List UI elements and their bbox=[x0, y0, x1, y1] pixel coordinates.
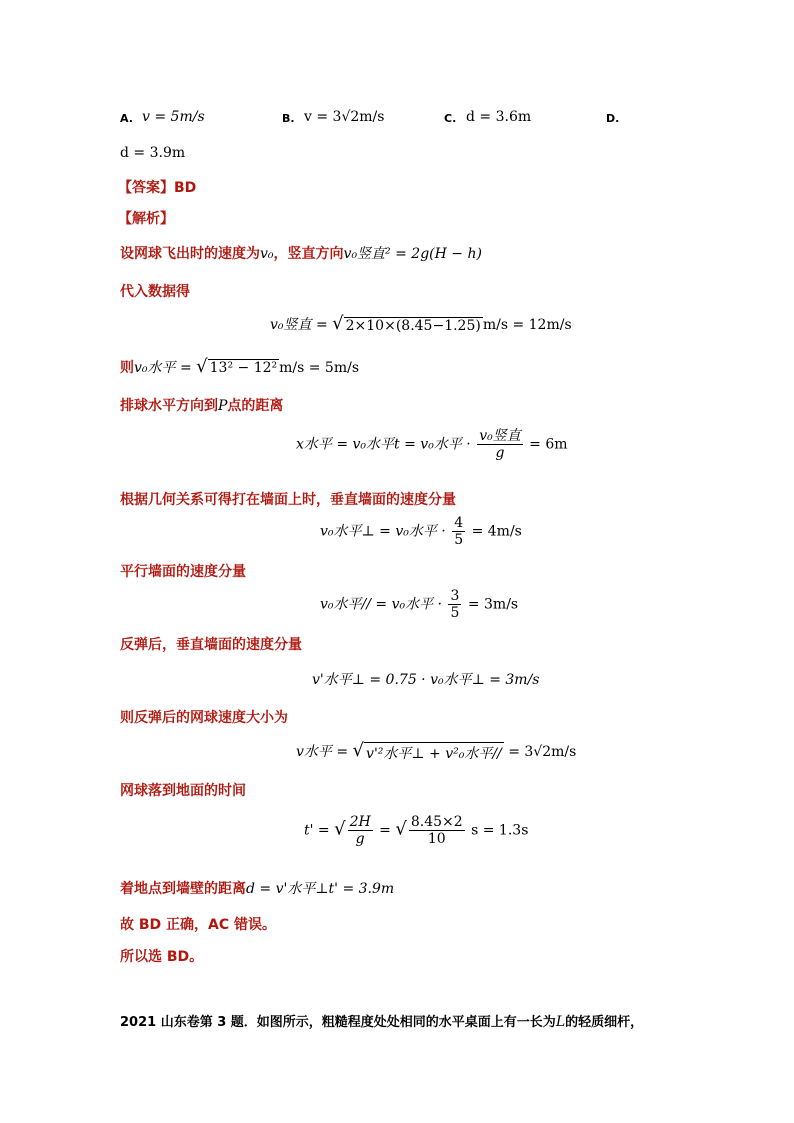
sqrt-icon: √ bbox=[352, 740, 365, 761]
denominator: 5 bbox=[454, 532, 464, 548]
step-11-text: 故 BD 正确，AC 错误。 bbox=[120, 917, 277, 933]
option-c-text: d = 3.6m bbox=[466, 109, 532, 125]
equation-6-fraction bbox=[448, 588, 461, 621]
equation-10: d = v'水平⊥t' = 3.9m bbox=[246, 881, 395, 897]
equation-8 bbox=[296, 740, 576, 763]
equation-3-lhs: v₀水平 = bbox=[134, 360, 197, 376]
equation-2-rhs: m/s = 12m/s bbox=[482, 317, 572, 333]
option-a-text: v = 5m/s bbox=[142, 109, 205, 125]
equation-1: v₀竖直² = 2g(H − h) bbox=[343, 246, 482, 262]
equation-6-lhs: v₀水平// = v₀水平 · bbox=[320, 596, 443, 613]
step-12-text: 所以选 BD。 bbox=[120, 949, 204, 965]
equation-4-rhs: = 6m bbox=[529, 436, 568, 453]
option-a-letter: A. bbox=[120, 112, 133, 125]
step-3 bbox=[120, 356, 359, 377]
numerator: v₀竖直 bbox=[479, 428, 521, 444]
answer-line: 【答案】BD bbox=[118, 180, 197, 196]
step-10-text: 着地点到墙壁的距离 bbox=[120, 881, 246, 897]
equation-2-radicand: 2×10×(8.45−1.25) bbox=[345, 317, 481, 334]
next-question-tail: 的轻质细杆， bbox=[565, 1015, 644, 1030]
numerator: 4 bbox=[454, 515, 464, 531]
equation-8-radicand: v'²水平⊥ + v²₀水平// bbox=[364, 742, 504, 763]
numerator: 2H bbox=[349, 814, 371, 830]
sqrt-icon: √ bbox=[395, 818, 407, 840]
option-b-letter: B. bbox=[282, 112, 295, 125]
step-4 bbox=[120, 395, 283, 415]
point-p: P bbox=[218, 398, 228, 414]
equation-5 bbox=[320, 515, 522, 548]
analysis-line: 【解析】 bbox=[118, 211, 174, 227]
equation-9-rhs: s = 1.3s bbox=[471, 822, 529, 839]
equation-2-lhs: v₀竖直 = bbox=[270, 317, 333, 333]
equation-8-lhs: v水平 = bbox=[296, 744, 353, 760]
equation-4-lhs: x水平 = v₀水平t = v₀水平 · bbox=[296, 436, 471, 453]
equation-9 bbox=[304, 814, 528, 847]
equation-5-fraction bbox=[452, 515, 465, 548]
next-question bbox=[120, 1011, 643, 1030]
denominator: g bbox=[495, 445, 505, 461]
equation-4 bbox=[296, 428, 568, 461]
numerator: 3 bbox=[450, 588, 460, 604]
denominator: 10 bbox=[427, 831, 446, 847]
equation-3-rhs: m/s = 5m/s bbox=[279, 360, 360, 376]
sqrt-icon: √ bbox=[332, 313, 344, 334]
equation-3-radicand: 13² − 12² bbox=[209, 360, 278, 376]
denominator: g bbox=[355, 831, 365, 847]
step-1-tail: ，竖直方向 bbox=[273, 246, 344, 262]
step-2-text: 代入数据得 bbox=[120, 284, 190, 300]
equation-8-rhs: = 3√2m/s bbox=[508, 744, 577, 760]
sqrt-icon: √ bbox=[196, 356, 208, 377]
numerator: 8.45×2 bbox=[410, 814, 463, 830]
next-question-L: L bbox=[555, 1014, 566, 1030]
step-3-text: 则 bbox=[120, 360, 134, 376]
equation-6-rhs: = 3m/s bbox=[467, 596, 519, 613]
step-7-text: 反弹后，垂直墙面的速度分量 bbox=[120, 637, 302, 653]
equation-9-equals: = bbox=[379, 822, 391, 839]
step-4-tail: 点的距离 bbox=[227, 398, 284, 414]
step-8-text: 则反弹后的网球速度大小为 bbox=[120, 710, 288, 726]
equation-5-rhs: = 4m/s bbox=[471, 523, 522, 540]
equation-9-lhs: t' = bbox=[304, 822, 330, 839]
option-c-letter: C. bbox=[444, 112, 457, 125]
sqrt-icon: √ bbox=[334, 818, 346, 840]
step-10 bbox=[120, 878, 394, 898]
step-1 bbox=[120, 243, 482, 263]
equation-5-lhs: v₀水平⊥ = v₀水平 · bbox=[320, 523, 446, 540]
equation-6 bbox=[320, 588, 518, 621]
equation-9-fraction-2 bbox=[409, 814, 465, 847]
equation-9-fraction-1 bbox=[348, 814, 373, 847]
step-6-text: 平行墙面的速度分量 bbox=[120, 564, 246, 580]
next-question-text: 2021 山东卷第 3 题．如图所示，粗糙程度处处相同的水平桌面上有一长为 bbox=[120, 1015, 556, 1030]
step-9-text: 网球落到地面的时间 bbox=[120, 783, 246, 799]
denominator: 5 bbox=[450, 605, 460, 621]
equation-7: v'水平⊥ = 0.75 · v₀水平⊥ = 3m/s bbox=[312, 672, 540, 688]
step-1-text: 设网球飞出时的速度为 bbox=[120, 246, 260, 262]
v0-symbol: v₀ bbox=[260, 246, 274, 262]
option-b-text: v = 3√2m/s bbox=[304, 109, 385, 125]
step-4-text: 排球水平方向到 bbox=[120, 398, 218, 414]
equation-2 bbox=[270, 313, 572, 334]
equation-4-fraction bbox=[477, 428, 523, 461]
option-d-letter: D. bbox=[606, 112, 620, 125]
option-d-text: d = 3.9m bbox=[120, 145, 186, 161]
step-5-text: 根据几何关系可得打在墙面上时，垂直墙面的速度分量 bbox=[120, 492, 456, 508]
